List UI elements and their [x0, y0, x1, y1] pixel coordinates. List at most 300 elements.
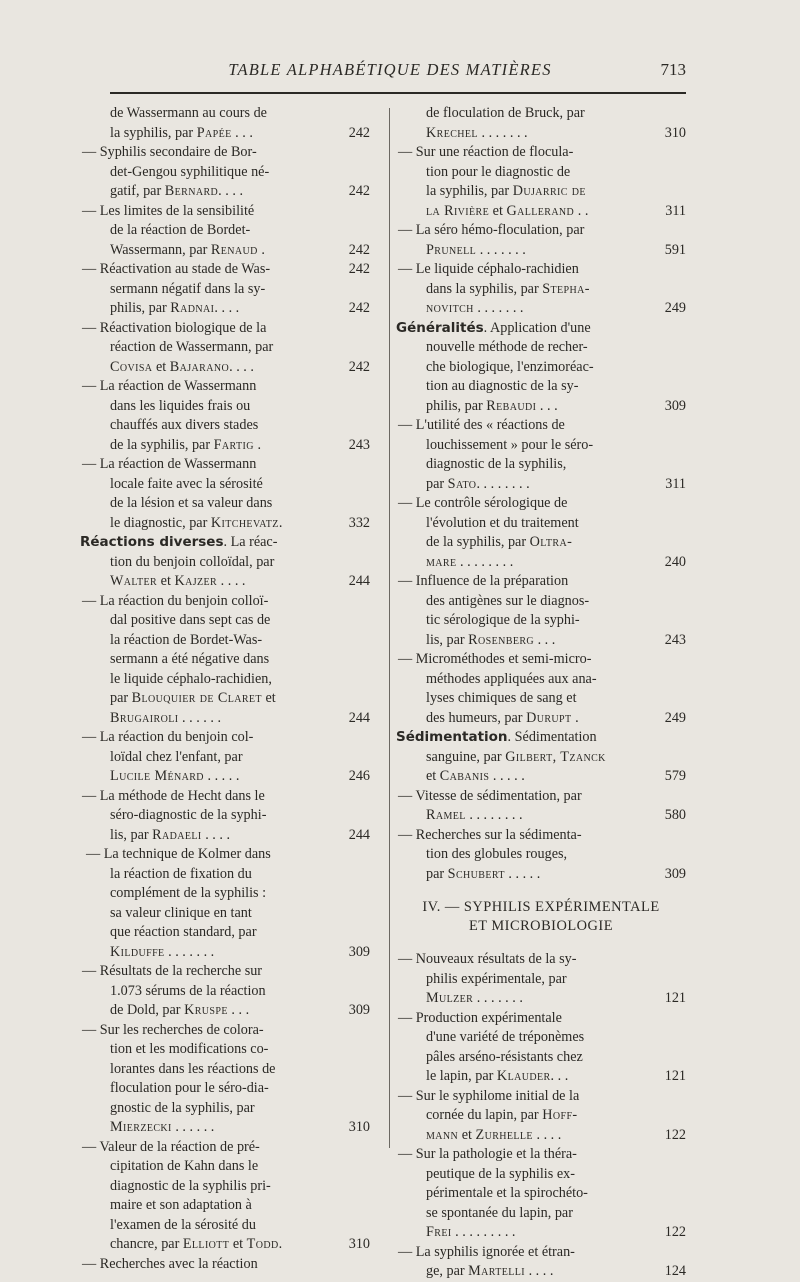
- page-reference: 332: [348, 514, 370, 531]
- index-line-text: [110, 884, 266, 904]
- author-name: Fartig: [213, 436, 254, 453]
- entry-text: par: [426, 475, 448, 492]
- index-line: [396, 1048, 686, 1068]
- index-line: [80, 124, 376, 144]
- entry-text: . . . .: [532, 1126, 562, 1143]
- entry-text: de Wassermann au cours de: [110, 105, 267, 121]
- index-line-text: [110, 826, 230, 846]
- entry-text: — Réactivation biologique de la: [82, 319, 267, 336]
- index-line: [80, 1060, 376, 1080]
- index-line-text: [426, 592, 589, 612]
- index-line-text: [110, 124, 253, 144]
- index-line-text: [110, 221, 250, 241]
- entry-text: loïdal chez l'enfant, par: [110, 748, 243, 765]
- index-line: [80, 455, 376, 475]
- entry-text: de la syphilis, par: [426, 534, 530, 550]
- page-reference: 310: [348, 1119, 370, 1135]
- index-line-text: [426, 670, 597, 690]
- entry-text: — Les limites de la sensibilité: [82, 202, 255, 219]
- index-line-text: [398, 143, 573, 163]
- index-line-text: [110, 397, 250, 417]
- entry-text: — La technique de Kolmer dans: [86, 846, 271, 862]
- entry-text: . . . . . . .: [164, 943, 215, 960]
- entry-text: complément de la syphilis :: [110, 885, 267, 901]
- entry-text: dal positive dans sept cas de: [110, 612, 271, 628]
- entry-text: tic sérologique de la syphi-: [426, 612, 580, 628]
- index-line-text: [426, 1223, 515, 1243]
- index-line: [396, 377, 686, 397]
- entry-text: .: [278, 1236, 283, 1252]
- entry-text: méthodes appliquées aux ana-: [426, 670, 597, 687]
- entry-text: 1.073 sérums de la réaction: [110, 982, 266, 999]
- entry-text: — Nouveaux résultats de la sy-: [398, 951, 577, 967]
- index-line-text: [110, 1196, 252, 1216]
- page-reference: 249: [664, 300, 686, 316]
- index-line-text: [82, 202, 254, 222]
- entry-text: philis expérimentale, par: [426, 970, 567, 987]
- index-line: [80, 826, 376, 846]
- index-line: [396, 1067, 686, 1087]
- index-line-text: [110, 1079, 269, 1099]
- index-line: [80, 202, 376, 222]
- index-line: [80, 689, 376, 709]
- index-line-text: [426, 1028, 584, 1048]
- index-line: [396, 1223, 686, 1243]
- index-line-text: [426, 124, 528, 144]
- index-line-text: [110, 182, 243, 202]
- entry-text: que réaction standard, par: [110, 924, 257, 940]
- entry-text: . . . . . . .: [476, 241, 526, 258]
- index-line-text: [426, 358, 594, 378]
- index-line-text: [82, 260, 270, 280]
- entry-text: — Le contrôle sérologique de: [398, 495, 568, 511]
- index-line: [80, 1177, 376, 1197]
- index-line: [80, 884, 376, 904]
- page-reference: 242: [348, 358, 370, 375]
- index-line-text: [398, 1145, 577, 1165]
- index-line: [80, 494, 376, 514]
- index-line-text: [426, 845, 567, 865]
- entry-text: — La réaction du benjoin col-: [82, 729, 254, 745]
- entry-text: — Syphilis secondaire de Bor-: [82, 144, 257, 160]
- entry-text: . . .: [550, 1068, 569, 1084]
- author-name: Martelli: [468, 1263, 526, 1279]
- index-line: [80, 163, 376, 183]
- page-number: 713: [660, 60, 686, 79]
- index-line-text: [398, 1009, 562, 1029]
- entry-text: .: [257, 241, 265, 258]
- index-line-text: [426, 1126, 561, 1146]
- entry-text: . . . . . . .: [477, 124, 528, 141]
- index-line: [396, 865, 686, 885]
- author-name: Ramel: [426, 807, 466, 823]
- index-line: [80, 982, 376, 1002]
- index-line-text: [80, 533, 277, 553]
- index-line: [80, 845, 376, 865]
- page-reference: 309: [664, 397, 686, 414]
- index-line: [396, 1184, 686, 1204]
- entry-text: .: [278, 514, 283, 531]
- entry-text: lis, par: [426, 631, 469, 648]
- index-line-text: [82, 377, 256, 397]
- index-line: [396, 436, 686, 456]
- entry-text: . . . . .: [203, 768, 240, 784]
- index-line: [396, 533, 686, 553]
- index-line: [396, 767, 686, 787]
- running-header-title: TABLE ALPHABÉTIQUE DES MATIÈRES: [228, 60, 552, 79]
- entry-text: . . . . . . . .: [476, 475, 530, 492]
- index-line-text: [82, 592, 268, 612]
- entry-text: par: [426, 865, 448, 882]
- page-reference: 242: [348, 183, 370, 199]
- entry-text: sanguine, par: [426, 748, 506, 765]
- index-line-text: [110, 689, 276, 709]
- index-line: [80, 1040, 376, 1060]
- entry-text: — La séro hémo-floculation, par: [398, 222, 585, 238]
- index-line-text: [110, 1118, 214, 1138]
- index-line-text: [110, 670, 272, 690]
- index-line-text: [110, 280, 265, 300]
- index-line-text: [426, 241, 526, 261]
- index-line-text: [110, 1001, 249, 1021]
- page-reference: 242: [348, 124, 370, 141]
- index-line-text: [110, 1099, 255, 1119]
- index-line: [396, 241, 686, 261]
- entry-text: . . .: [534, 631, 556, 648]
- subject-heading: Généralités: [396, 319, 484, 336]
- page-reference: 124: [664, 1263, 686, 1279]
- right-column-entries-b: [396, 950, 686, 1282]
- entry-text: — Production expérimentale: [398, 1009, 562, 1026]
- index-line: [80, 397, 376, 417]
- entry-text: — Le liquide céphalo-rachidien: [398, 261, 579, 277]
- index-line-text: [426, 806, 523, 826]
- right-column-entries-a: [396, 104, 686, 884]
- index-line: [80, 182, 376, 202]
- index-line: [396, 1106, 686, 1126]
- index-line: [396, 416, 686, 436]
- index-line-text: [426, 1262, 553, 1282]
- index-line-text: [426, 1184, 588, 1204]
- index-line-text: [426, 767, 525, 787]
- author-name: Elliott: [182, 1236, 230, 1252]
- page-reference: 243: [664, 631, 686, 648]
- entry-text: . La réac-: [223, 534, 278, 550]
- index-line: [80, 1118, 376, 1138]
- entry-text: . . .: [536, 397, 558, 414]
- entry-text: — Microméthodes et semi-micro-: [398, 651, 592, 667]
- entry-text: de la lésion et sa valeur dans: [110, 495, 273, 511]
- entry-text: de la réaction de Bordet-: [110, 222, 251, 238]
- index-line: [396, 553, 686, 573]
- index-line: [80, 1001, 376, 1021]
- author-name: Radnai: [170, 300, 215, 316]
- section-heading-line-1: IV. — SYPHILIS EXPÉRIMENTALE: [422, 899, 660, 915]
- entry-text: . Application d'une: [483, 319, 591, 336]
- index-line: [396, 182, 686, 202]
- author-name: Prunell: [426, 241, 477, 258]
- author-name: Rebaudi: [486, 397, 537, 414]
- index-line: [80, 904, 376, 924]
- index-line: [80, 631, 376, 651]
- index-line-text: [82, 787, 265, 807]
- entry-text: cornée du lapin, par: [426, 1107, 543, 1123]
- author-name: Mierzecki: [110, 1119, 172, 1135]
- index-line: [396, 728, 686, 748]
- author-name: Krechel: [426, 124, 478, 141]
- entry-text: et: [458, 1126, 476, 1143]
- index-line-text: [426, 631, 555, 651]
- index-line-text: [110, 982, 266, 1002]
- author-name: Dujarric de: [512, 183, 586, 199]
- index-line-text: [398, 416, 565, 436]
- author-name: Brugairoli: [110, 709, 179, 726]
- index-line-text: [398, 787, 582, 807]
- index-line-text: [426, 455, 566, 475]
- section-heading-line-2: ET MICROBIOLOGIE: [468, 918, 614, 934]
- entry-text: — Valeur de la réaction de pré-: [82, 1138, 260, 1155]
- left-column: [80, 104, 376, 1274]
- page-reference: 311: [665, 475, 686, 492]
- index-line-text: [426, 202, 588, 222]
- index-line: [80, 611, 376, 631]
- index-line: [396, 221, 686, 241]
- index-line-text: [426, 163, 570, 183]
- index-line-text: [110, 163, 269, 183]
- index-line-text: [426, 709, 579, 729]
- page-reference: 240: [664, 553, 686, 570]
- index-line-text: [110, 709, 221, 729]
- index-line: [80, 533, 376, 553]
- index-line: [80, 1099, 376, 1119]
- index-line: [396, 631, 686, 651]
- entry-text: philis, par: [426, 397, 487, 414]
- index-line: [80, 767, 376, 787]
- index-line: [396, 826, 686, 846]
- index-line-text: [426, 475, 530, 495]
- entry-text: — Vitesse de sédimentation, par: [398, 787, 582, 804]
- index-line-text: [110, 416, 258, 436]
- index-line: [80, 1255, 376, 1275]
- entry-text: — Influence de la préparation: [398, 573, 569, 589]
- index-line: [396, 1243, 686, 1263]
- author-name: Todd: [246, 1236, 279, 1252]
- entry-text: . . . . . .: [171, 1119, 215, 1135]
- index-line-text: [110, 943, 214, 963]
- index-line-text: [82, 319, 266, 339]
- index-line: [80, 650, 376, 670]
- index-line-text: [426, 299, 523, 319]
- entry-text: de Dold, par: [110, 1002, 185, 1018]
- index-line: [80, 1196, 376, 1216]
- author-name: Gallerand: [506, 202, 575, 219]
- subject-heading: Sédimentation: [396, 729, 508, 745]
- index-line-text: [110, 1177, 271, 1197]
- entry-text: par: [110, 690, 132, 706]
- index-line: [80, 572, 376, 592]
- entry-text: Wassermann, par: [110, 241, 211, 258]
- index-line: [80, 377, 376, 397]
- index-line-text: [426, 970, 567, 990]
- entry-text: gatif, par: [110, 183, 165, 199]
- entry-text: périmentale et la spirochéto-: [426, 1185, 588, 1201]
- index-line: [80, 923, 376, 943]
- index-line: [396, 970, 686, 990]
- page-reference: 246: [348, 768, 370, 784]
- index-line-text: [426, 1067, 568, 1087]
- entry-text: — Réactivation au stade de Was-: [82, 261, 271, 277]
- index-line: [80, 280, 376, 300]
- entry-text: séro-diagnostic de la syphi-: [110, 807, 267, 823]
- index-line: [396, 1262, 686, 1282]
- index-line-text: [82, 455, 256, 475]
- page-reference: 309: [348, 943, 370, 960]
- entry-text: et: [229, 1236, 247, 1252]
- index-line-text: [426, 1048, 583, 1068]
- page-reference: 580: [664, 807, 686, 823]
- entry-text: locale faite avec la sérosité: [110, 475, 263, 492]
- page-reference: 242: [348, 300, 370, 316]
- author-name: Stepha-: [542, 280, 590, 297]
- index-line: [80, 104, 376, 124]
- author-name: Cabanis: [439, 768, 490, 784]
- index-line: [396, 104, 686, 124]
- entry-text: des antigènes sur le diagnos-: [426, 592, 590, 609]
- index-line: [396, 358, 686, 378]
- entry-text: des humeurs, par: [426, 709, 527, 726]
- index-line-text: [110, 104, 267, 124]
- author-name: Zurhelle: [475, 1126, 533, 1143]
- index-line: [396, 1028, 686, 1048]
- index-line: [396, 260, 686, 280]
- entry-text: réaction de Wassermann, par: [110, 339, 274, 355]
- index-line: [80, 1216, 376, 1236]
- entry-text: cipitation de Kahn dans le: [110, 1158, 259, 1174]
- entry-text: gnostic de la syphilis, par: [110, 1099, 255, 1116]
- index-line: [80, 319, 376, 339]
- index-line-text: [426, 1165, 575, 1185]
- entry-text: dans la syphilis, par: [426, 280, 543, 297]
- index-line: [80, 416, 376, 436]
- entry-text: la réaction de Bordet-Was-: [110, 631, 263, 648]
- index-line-text: [426, 1204, 573, 1224]
- entry-text: la réaction de fixation du: [110, 865, 252, 882]
- index-line-text: [110, 1157, 258, 1177]
- entry-text: . . . . . . . . .: [451, 1224, 516, 1240]
- index-line: [80, 299, 376, 319]
- index-line: [396, 1087, 686, 1107]
- index-line-text: [110, 338, 273, 358]
- index-line: [80, 475, 376, 495]
- index-line: [80, 943, 376, 963]
- entry-text: . . . .: [214, 300, 240, 316]
- author-name: mare: [426, 553, 457, 570]
- index-line-text: [426, 514, 579, 534]
- author-name: Radaeli: [152, 826, 202, 843]
- entry-text: .: [571, 709, 579, 726]
- page-reference: 122: [664, 1224, 686, 1240]
- index-line: [80, 221, 376, 241]
- entry-text: tion au diagnostic de la sy-: [426, 378, 579, 394]
- index-line: [80, 670, 376, 690]
- index-line: [80, 514, 376, 534]
- entry-text: se spontanée du lapin, par: [426, 1204, 573, 1221]
- author-name: Oltra-: [529, 534, 573, 550]
- index-line-text: [110, 631, 262, 651]
- entry-text: — Sur le syphilome initial de la: [398, 1087, 580, 1104]
- index-line-text: [426, 533, 572, 553]
- index-line: [396, 202, 686, 222]
- page-reference: 309: [348, 1002, 370, 1018]
- entry-text: — Résultats de la recherche sur: [82, 963, 263, 979]
- index-line: [396, 455, 686, 475]
- page-reference: 244: [348, 826, 370, 843]
- entry-text: . . . . . . .: [473, 990, 523, 1006]
- entry-text: louchissement » pour le séro-: [426, 436, 594, 453]
- entry-text: tion et les modifications co-: [110, 1041, 269, 1057]
- index-line: [396, 338, 686, 358]
- entry-text: tion pour le diagnostic de: [426, 163, 571, 180]
- index-line-text: [426, 865, 540, 885]
- index-line: [80, 358, 376, 378]
- entry-text: — La réaction de Wassermann: [82, 378, 257, 394]
- index-line-text: [398, 260, 579, 280]
- index-line: [396, 845, 686, 865]
- index-line: [396, 397, 686, 417]
- entry-text: . . . . . .: [178, 709, 222, 726]
- index-line: [396, 1165, 686, 1185]
- index-line-text: [426, 338, 588, 358]
- author-name: Sato: [447, 475, 477, 492]
- author-name: Mulzer: [426, 990, 474, 1006]
- index-line-text: [82, 1138, 260, 1158]
- index-line-text: [426, 1106, 578, 1126]
- page-reference: 249: [664, 709, 686, 726]
- entry-text: l'examen de la sérosité du: [110, 1216, 256, 1233]
- index-line-text: [110, 241, 265, 261]
- entry-text: — La syphilis ignorée et étran-: [398, 1243, 575, 1260]
- index-line-text: [398, 950, 576, 970]
- page-reference: 243: [348, 436, 370, 453]
- index-line: [80, 787, 376, 807]
- author-name: Bernard: [164, 183, 219, 199]
- entry-text: che biologique, l'enzimoréac-: [426, 358, 594, 375]
- entry-text: diagnostic de la syphilis pri-: [110, 1177, 271, 1194]
- index-line: [80, 728, 376, 748]
- page-reference: 591: [664, 241, 686, 258]
- index-line: [396, 475, 686, 495]
- index-line: [396, 787, 686, 807]
- index-line: [80, 1157, 376, 1177]
- entry-text: la syphilis, par: [110, 124, 197, 141]
- index-line: [80, 436, 376, 456]
- index-line-text: [110, 865, 252, 885]
- entry-text: lis, par: [110, 826, 153, 843]
- index-line: [396, 650, 686, 670]
- entry-text: nouvelle méthode de recher-: [426, 339, 588, 355]
- index-line-text: [398, 494, 567, 514]
- entry-text: . . . .: [217, 573, 246, 589]
- index-line-text: [396, 728, 597, 748]
- page-reference: 579: [664, 768, 686, 784]
- index-line-text: [110, 358, 254, 378]
- entry-text: pâles arséno-résistants chez: [426, 1048, 583, 1065]
- index-line: [396, 806, 686, 826]
- index-line: [396, 514, 686, 534]
- index-line-text: [426, 553, 513, 573]
- entry-text: . . .: [231, 124, 253, 141]
- entry-text: . . . .: [525, 1263, 554, 1279]
